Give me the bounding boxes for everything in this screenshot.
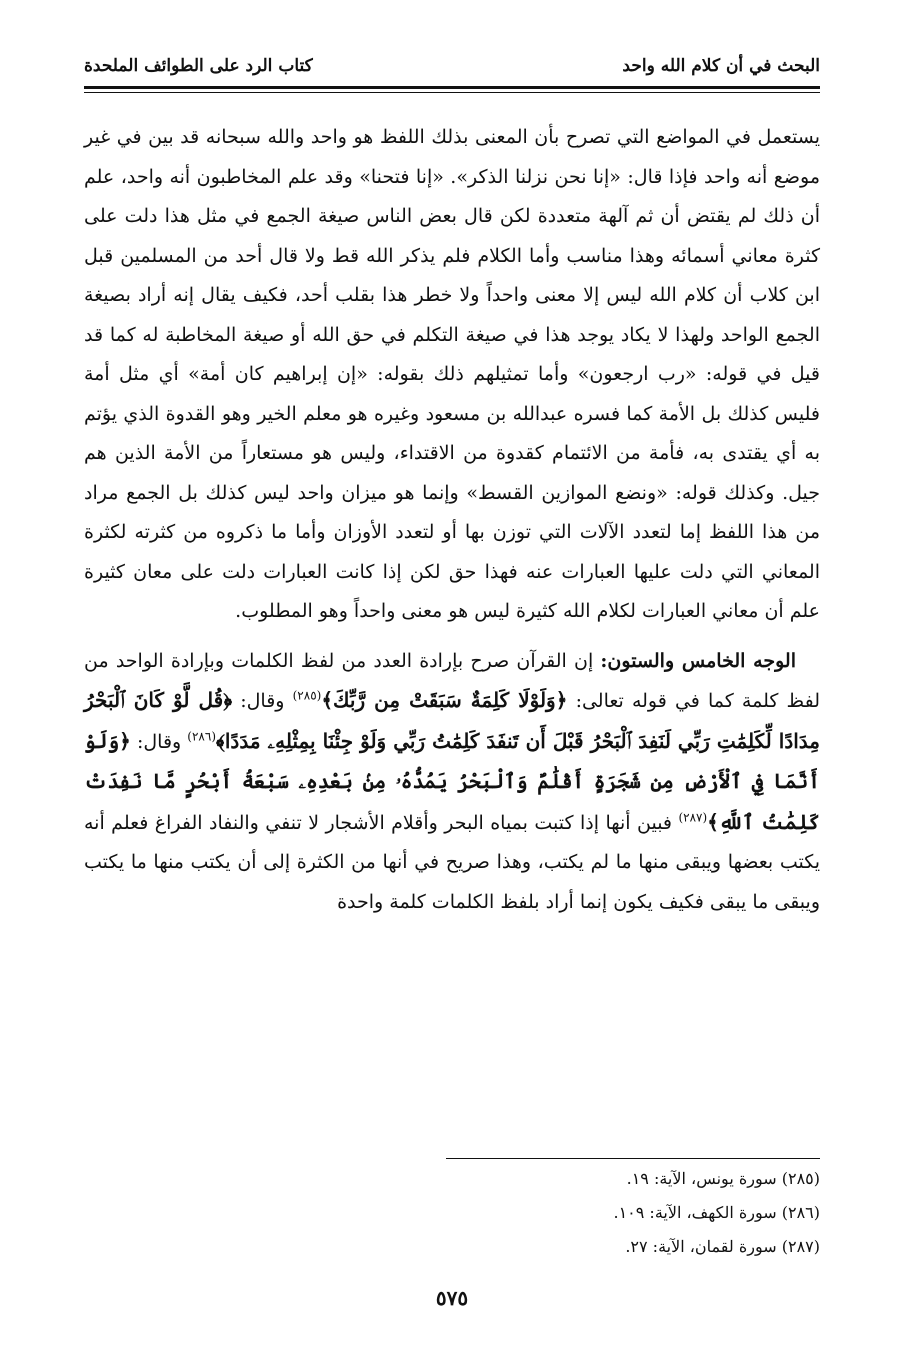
section-heading: الوجه الخامس والستون: bbox=[600, 649, 796, 672]
paragraph-2-text-3: وقال: bbox=[136, 730, 182, 753]
header-rule-thin bbox=[84, 92, 820, 93]
header-left-title: كتاب الرد على الطوائف الملحدة bbox=[84, 56, 313, 76]
paragraph-1: يستعمل في المواضع التي تصرح بأن المعنى بذلك اللفظ هو واحد والله سبحانه قد بين في غير موضع أنه واحد فإذا قال: «إنا نحن نزلنا الذكر». «إنا فتحنا» وقد علم المخاطبون أنه واحد، علم أن ذلك لم يقتض أن ثم آلهة متعددة لكن قال بعض الناس صيغة الجمع في مثل هذا دلت على كثرة معاني أسمائه وهذا مناسب وأما الكلام فلم يذكر الله قط ولا قال أحد من المسلمين قبل ابن كلاب أن كلام الله ليس إلا معنى واحداً ولا خطر هذا بقلب أحد، فكيف يقال إنه أراد بصيغة الجمع الواحد ولهذا لا يكاد يوجد هذا في صيغة التكلم في حق الله أو صيغة المخاطبة له كما قد قيل في قوله: «رب ارجعون» وأما تمثيلهم ذلك بقوله: «إن إبراهيم كان أمة» أي مثل أمة فليس كذلك بل الأمة كما فسره عبدالله بن مسعود وغيره هو معلم الخير وهو القدوة الذي يؤتم به أي يقتدى به، فأمة من الائتمام كقدوة من الاقتداء، وليس هو مستعاراً من الأمة الذين هم جيل. وكذلك قوله: «ونضع الموازين القسط» وإنما هو ميزان واحد ليس كذلك بل الجمع مراد من هذا اللفظ إما لتعدد الآلات التي توزن بها أو لتعدد الأوزان وأما ما ذكروه من كثرته لكثرة المعاني التي دلت عليها العبارات عنه فهذا حق لكن إذا كانت العبارات دلت على معان كثيرة علم أن معاني العبارات لكلام الله كثيرة ليس هو معنى واحداً وهو المطلوب. bbox=[84, 126, 821, 622]
paragraph-2 bbox=[84, 642, 820, 923]
quran-verse-2: ﴿قُل لَّوْ كَانَ ٱلْبَحْرُ مِدَادًا لِّكَلِمَٰتِ رَبِّي لَنَفِدَ ٱلْبَحْرُ قَبْلَ أَن تَنفَدَ كَلِمَٰتُ رَبِّي وَلَوْ جِئْنَا بِمِثْلِهِۦ مَدَدًا﴾ bbox=[84, 688, 820, 753]
paragraph-2-text-1: إن القرآن صرح بإرادة العدد من لفظ الكلمات وبإرادة الواحد من لفظ كلمة كما في قوله تعالى: bbox=[84, 649, 820, 712]
footnote-ref-287: (٢٨٧) bbox=[678, 810, 708, 825]
footnote-ref-285: (٢٨٥) bbox=[292, 688, 322, 703]
footnote-285: (٢٨٥) سورة يونس، الآية: ١٩. bbox=[626, 1169, 820, 1188]
footnote-ref-286: (٢٨٦) bbox=[187, 729, 216, 744]
page-number: ٥٧٥ bbox=[435, 1286, 469, 1310]
main-text bbox=[84, 118, 820, 922]
footnote-287: (٢٨٧) سورة لقمان، الآية: ٢٧. bbox=[625, 1237, 820, 1256]
footnote-separator bbox=[446, 1158, 820, 1159]
header-rule-thick bbox=[84, 86, 820, 89]
header-right-title: البحث في أن كلام الله واحد bbox=[622, 56, 820, 76]
quran-verse-1: ﴿وَلَوْلَا كَلِمَةٌ سَبَقَتْ مِن رَّبِّكَ﴾ bbox=[321, 688, 568, 712]
footnotes bbox=[84, 1162, 820, 1264]
paragraph-2-text-2: وقال: bbox=[240, 690, 285, 712]
running-header bbox=[84, 52, 820, 80]
quran-verse-3: ﴿وَلَوْ أَنَّمَا فِي ٱلْأَرْضِ مِن شَجَرَةٍ أَقْلَٰمٌ وَٱلْبَحْرُ يَمُدُّهُۥ مِنۢ بَعْدِهِۦ سَبْعَةُ أَبْحُرٍ مَّا نَفِدَتْ كَلِمَٰتُ ٱللَّهِ﴾ bbox=[84, 728, 820, 834]
paragraph-2-text-4: فبين أنها إذا كتبت بمياه البحر وأقلام الأشجار لا تنفي والنفاد الفراغ فعلم أنه يكتب بعضها ويبقى منها ما لم يكتب، وهذا صريح في أنها من الكثرة إلى أن يكتب منها ما يكتب ويبقى ما يبقى فكيف يكون إنما أراد بلفظ الكلمات كلمة واحدة bbox=[84, 811, 820, 913]
footnote-286: (٢٨٦) سورة الكهف، الآية: ١٠٩. bbox=[613, 1203, 820, 1222]
